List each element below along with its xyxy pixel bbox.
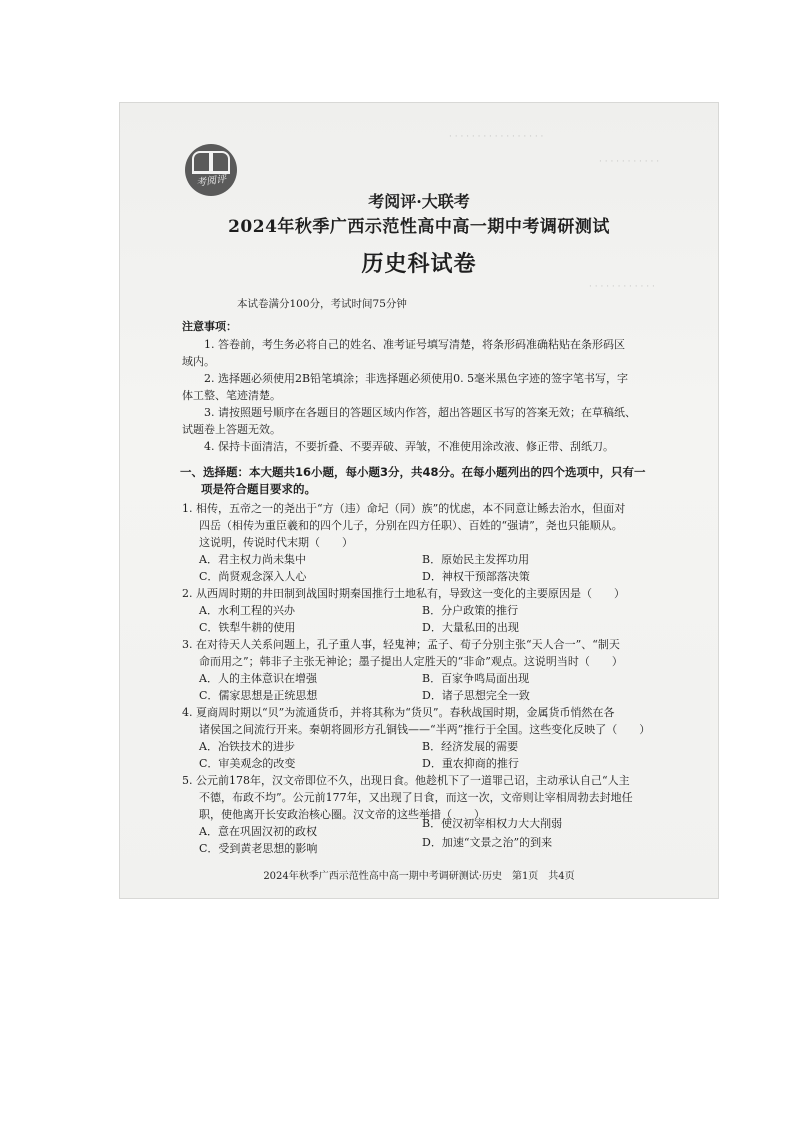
option: B．分户政策的推行 [422, 604, 519, 617]
subject-title: 历史科试卷 [361, 251, 477, 277]
exam-info: 本试卷满分100分，考试时间75分钟 [237, 298, 407, 310]
bleed-through-text: · · · · · · · · · · · · · · · · · [449, 132, 544, 142]
option: A．冶铁技术的进步 [199, 740, 295, 753]
option: A．水利工程的兴办 [199, 604, 295, 617]
option: C．审美观念的改变 [199, 757, 296, 770]
option: C．儒家思想是正统思想 [199, 689, 318, 702]
option: C．受到黄老思想的影响 [199, 842, 318, 855]
notice-line: 1. 答卷前，考生务必将自己的姓名、准考证号填写清楚，将条形码准确粘贴在条形码区 [204, 338, 625, 351]
question-stem: 4. 夏商周时期以“贝”为流通货币，并将其称为“货贝”。春秋战国时期，金属货币悄然在各 [182, 706, 615, 719]
notice-line: 试题卷上答题无效。 [182, 423, 281, 436]
question-stem: 这说明，传说时代末期（ ） [199, 536, 353, 549]
option: B．使汉初宰相权力大大削弱 [422, 817, 563, 830]
option: A．意在巩固汉初的政权 [199, 825, 317, 838]
option: B．原始民主发挥功用 [422, 553, 530, 566]
question-stem: 2. 从西周时期的井田制到战国时期秦国推行土地私有，导致这一变化的主要原因是（ ） [182, 587, 625, 600]
question-stem: 诸侯国之间流行开来。秦朝将圆形方孔铜钱——“半两”推行于全国。这些变化反映了（ ） [199, 723, 651, 736]
exam-paper-photo [119, 102, 719, 899]
option: C．尚贤观念深入人心 [199, 570, 307, 583]
question-stem: 1. 相传，五帝之一的尧出于“方（违）命圮（同）族”的忧虑，本不同意让鲧去治水，但面对 [182, 502, 626, 515]
option: D．加速“文景之治”的到来 [422, 836, 553, 849]
notice-line: 2. 选择题必须使用2B铅笔填涂；非选择题必须使用0. 5毫米黑色字迹的签字笔书写，字 [204, 372, 629, 385]
exam-series: 考阅评·大联考 [368, 192, 470, 211]
notice-line: 域内。 [182, 355, 215, 368]
notice-line: 3. 请按照题号顺序在各题目的答题区域内作答，超出答题区书写的答案无效；在草稿纸、 [204, 406, 636, 419]
question-stem: 5. 公元前178年，汉文帝即位不久，出现日食。他趁机下了一道罪己诏，主动承认自己“人主 [182, 774, 630, 787]
notice-line: 体工整、笔迹清楚。 [182, 389, 281, 402]
option: B．经济发展的需要 [422, 740, 519, 753]
option: C．铁犁牛耕的使用 [199, 621, 296, 634]
question-stem: 职，使他离开长安政治核心圈。汉文帝的这些举措（ ） [199, 808, 485, 821]
option: D．大量私田的出现 [422, 621, 519, 634]
logo-text: 考阅评 [195, 173, 227, 190]
option: D．诸子思想完全一致 [422, 689, 530, 702]
question-stem: 3. 在对待天人关系问题上，孔子重人事，轻鬼神；孟子、荀子分别主张“天人合一”、“制天 [182, 638, 620, 651]
option: D．重农抑商的推行 [422, 757, 519, 770]
section-heading: 项是符合题目要求的。 [201, 482, 316, 496]
section-heading: 一、选择题：本大题共16小题，每小题3分，共48分。在每小题列出的四个选项中，只有一 [180, 465, 646, 479]
option: A．君主权力尚未集中 [199, 553, 306, 566]
option: D．神权干预部落决策 [422, 570, 530, 583]
bleed-through-text: · · · · · · · · · · · · [589, 282, 655, 292]
option: B．百家争鸣局面出现 [422, 672, 530, 685]
exam-title: 2024年秋季广西示范性高中高一期中考调研测试 [228, 217, 610, 237]
notice-heading: 注意事项： [182, 320, 237, 333]
page-footer: 2024年秋季广西示范性高中高一期中考调研测试·历史 第1页 共4页 [263, 871, 575, 882]
question-stem: 命而用之”；韩非子主张无神论；墨子提出人定胜天的“非命”观点。这说明当时（ ） [199, 655, 623, 668]
question-stem: 四岳（相传为重臣羲和的四个儿子，分别在四方任职）、百姓的“强请”，尧也只能顺从。 [199, 519, 623, 532]
option: A．人的主体意识在增强 [199, 672, 317, 685]
bleed-through-text: · · · · · · · · · · · [599, 157, 660, 167]
question-stem: 不德，布政不均”。公元前177年，又出现了日食，而这一次，文帝则让宰相周勃去封地任 [199, 791, 633, 804]
notice-line: 4. 保持卡面清洁，不要折叠、不要弄破、弄皱，不准使用涂改液、修正带、刮纸刀。 [204, 440, 614, 453]
